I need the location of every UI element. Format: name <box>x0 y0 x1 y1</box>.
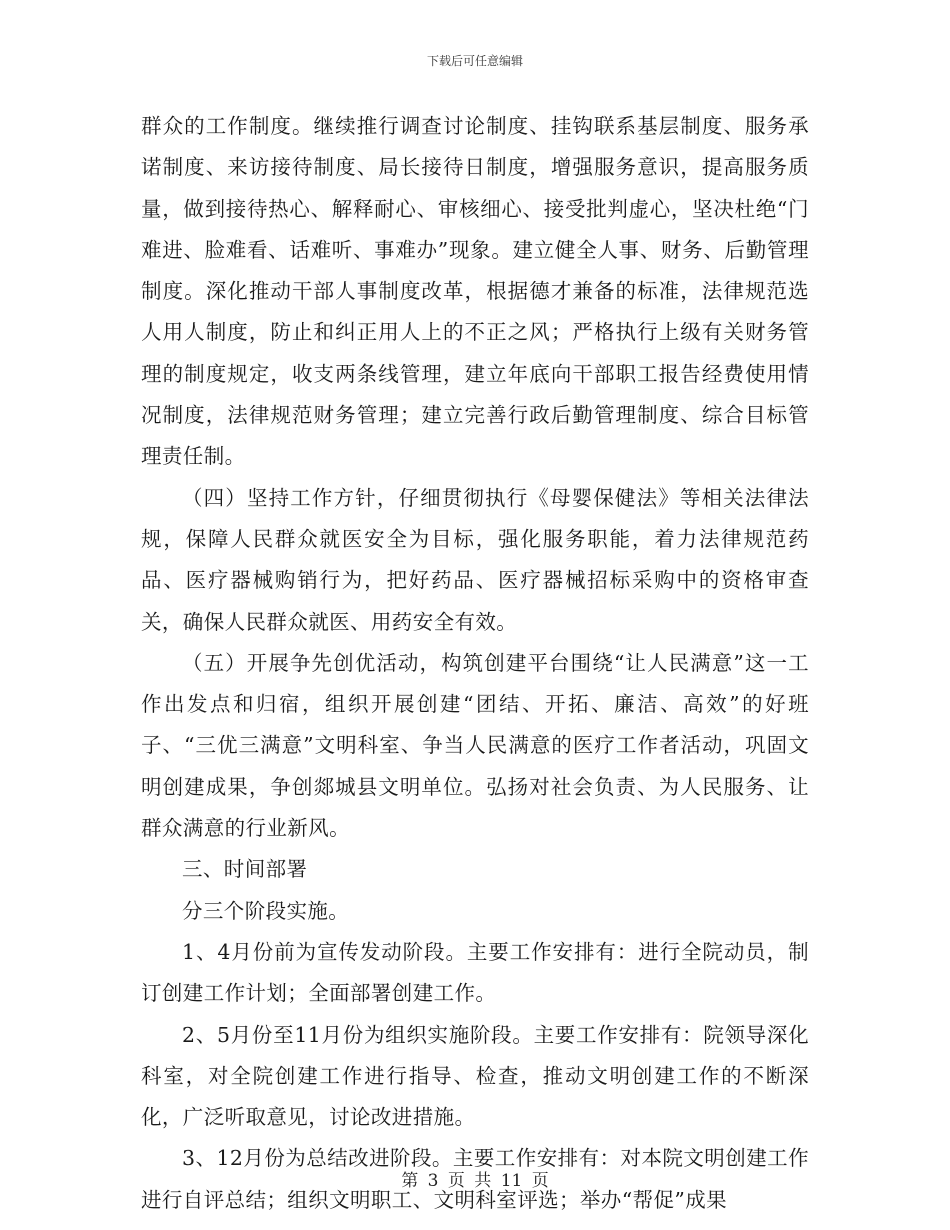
heading-time-schedule: 三、时间部署 <box>182 857 308 882</box>
paragraph-stage-3: 3、12月份为总结改进阶段。主要工作安排有：对本院文明创建工作进行自评总结；组织文明职工、文明科室评选；举办“帮促”成果 <box>141 1146 809 1212</box>
paragraph-section-4: （四）坚持工作方针，仔细贯彻执行《母婴保健法》等相关法律法规，保障人民群众就医安全为目标，强化服务职能，着力法律规范药品、医疗器械购销行为，把好药品、医疗器械招标采购中的资格审查关，确保人民群众就医、用药安全有效。 <box>141 485 809 634</box>
paragraph-three-stages: 分三个阶段实施。 <box>182 898 350 923</box>
paragraph-stage-2: 2、5月份至11月份为组织实施阶段。主要工作安排有：院领导深化科室，对全院创建工作进行指导、检查，推动文明创建工作的不断深化，广泛听取意见，讨论改进措施。 <box>141 1022 809 1130</box>
paragraph-section-5: （五）开展争先创优活动，构筑创建平台围绕“让人民满意”这一工作出发点和归宿，组织开展创建“团结、开拓、廉洁、高效”的好班子、“三优三满意”文明科室、争当人民满意的医疗工作者活动，巩固文明创建成果，争创郯城县文明单位。弘扬对社会负责、为人民服务、让群众满意的行业新风。 <box>141 650 809 841</box>
page-header-note: 下载后可任意编辑 <box>426 54 523 68</box>
paragraph-stage-1: 1、4月份前为宣传发动阶段。主要工作安排有：进行全院动员，制订创建工作计划；全面部署创建工作。 <box>141 939 809 1006</box>
page-number: 第 3 页 共 11 页 <box>401 1171 549 1191</box>
paragraph-work-system: 群众的工作制度。继续推行调查讨论制度、挂钩联系基层制度、服务承诺制度、来访接待制度、局长接待日制度，增强服务意识，提高服务质量，做到接待热心、解释耐心、审核细心、接受批判虚心，坚决杜绝“门难进、脸难看、话难听、事难办”现象。建立健全人事、财务、后勤管理制度。深化推动干部人事制度改革，根据德才兼备的标准，法律规范选人用人制度，防止和纠正用人上的不正之风；严格执行上级有关财务管理的制度规定，收支两条线管理，建立年底向干部职工报告经费使用情况制度，法律规范财务管理；建立完善行政后勤管理制度、综合目标管理责任制。 <box>141 114 809 469</box>
document-body <box>141 106 809 1221</box>
